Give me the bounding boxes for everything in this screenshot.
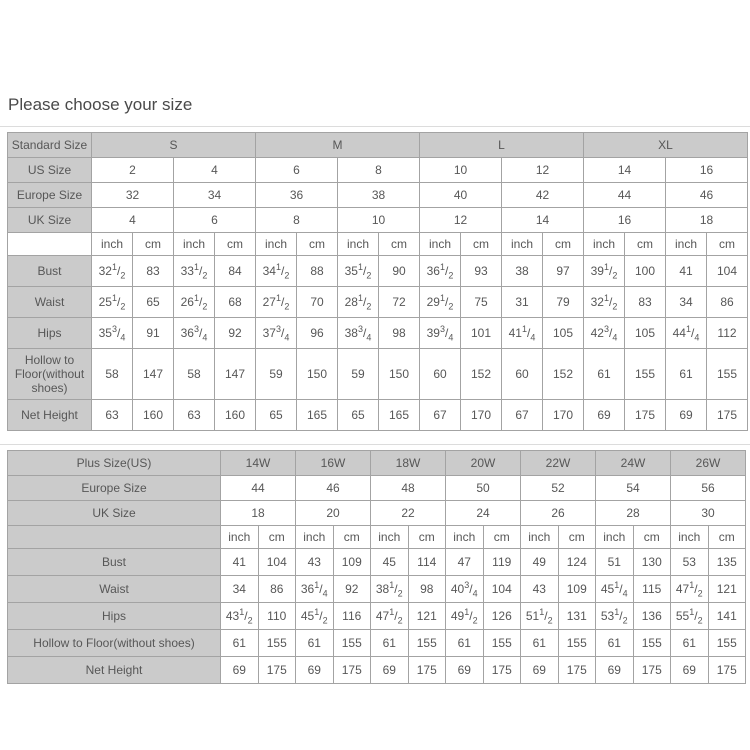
measure-value-cell: 86 — [258, 576, 296, 603]
unit-cell: inch — [596, 526, 634, 549]
measure-value-cell: 34 — [221, 576, 259, 603]
measure-value-cell: $51^1/_2$ — [521, 603, 559, 630]
measure-value-cell: $41^1/_4$ — [502, 318, 543, 349]
measure-value-cell: 65 — [256, 400, 297, 431]
unit-cell: cm — [707, 233, 748, 256]
measure-value-cell: 69 — [296, 657, 334, 684]
group-header-cell: 26W — [671, 451, 746, 476]
measure-value-cell: 91 — [133, 318, 174, 349]
measure-value-cell: 175 — [707, 400, 748, 431]
measure-row — [8, 603, 746, 630]
measure-value-cell: 70 — [297, 287, 338, 318]
size-value-cell: 22 — [371, 501, 446, 526]
unit-cell: inch — [256, 233, 297, 256]
measure-value-cell: 112 — [707, 318, 748, 349]
measure-value-cell: 104 — [258, 549, 296, 576]
size-value-cell: 46 — [666, 183, 748, 208]
measure-value-cell: 121 — [708, 576, 746, 603]
measure-value-cell: 92 — [333, 576, 371, 603]
unit-cell: inch — [92, 233, 133, 256]
measure-value-cell: $47^1/_2$ — [371, 603, 409, 630]
measure-value-cell: 69 — [446, 657, 484, 684]
measure-value-cell: $43^1/_2$ — [221, 603, 259, 630]
measure-value-cell: 175 — [633, 657, 671, 684]
group-header-cell: L — [420, 133, 584, 158]
row-label-cell: Hips — [8, 318, 92, 349]
measure-value-cell: $27^1/_2$ — [256, 287, 297, 318]
measure-value-cell: 114 — [408, 549, 446, 576]
measure-value-cell: $40^3/_4$ — [446, 576, 484, 603]
measure-value-cell: 124 — [558, 549, 596, 576]
measure-value-cell: 67 — [420, 400, 461, 431]
measure-value-cell: $33^1/_2$ — [174, 256, 215, 287]
unit-corner-cell — [8, 526, 221, 549]
measure-value-cell: 79 — [543, 287, 584, 318]
measure-value-cell: 61 — [666, 349, 707, 400]
measure-value-cell: 43 — [521, 576, 559, 603]
measure-value-cell: $29^1/_2$ — [420, 287, 461, 318]
measure-value-cell: 105 — [625, 318, 666, 349]
row-label-cell: UK Size — [8, 501, 221, 526]
measure-row — [8, 287, 748, 318]
size-value-cell: 40 — [420, 183, 502, 208]
measure-value-cell: $39^1/_2$ — [584, 256, 625, 287]
unit-cell: cm — [258, 526, 296, 549]
row-label-cell: UK Size — [8, 208, 92, 233]
unit-row — [8, 526, 746, 549]
measure-value-cell: $34^1/_2$ — [256, 256, 297, 287]
measure-value-cell: $25^1/_2$ — [92, 287, 133, 318]
measure-value-cell: $36^1/_4$ — [296, 576, 334, 603]
size-value-cell: 34 — [174, 183, 256, 208]
measure-value-cell: 126 — [483, 603, 521, 630]
measure-value-cell: 69 — [221, 657, 259, 684]
measure-value-cell: $53^1/_2$ — [596, 603, 634, 630]
measure-value-cell: 63 — [92, 400, 133, 431]
size-value-cell: 18 — [221, 501, 296, 526]
unit-cell: cm — [625, 233, 666, 256]
group-header-row — [8, 451, 746, 476]
measure-value-cell: 136 — [633, 603, 671, 630]
size-value-cell: 4 — [174, 158, 256, 183]
measure-row — [8, 318, 748, 349]
measure-value-cell: 59 — [338, 349, 379, 400]
measure-value-cell: 69 — [521, 657, 559, 684]
measure-value-cell: 160 — [215, 400, 256, 431]
size-value-cell: 16 — [584, 208, 666, 233]
measure-value-cell: 65 — [338, 400, 379, 431]
measure-value-cell: 58 — [92, 349, 133, 400]
measure-value-cell: 155 — [408, 630, 446, 657]
measure-value-cell: $37^3/_4$ — [256, 318, 297, 349]
unit-cell: inch — [521, 526, 559, 549]
measure-value-cell: 131 — [558, 603, 596, 630]
measure-value-cell: 53 — [671, 549, 709, 576]
measure-value-cell: 175 — [625, 400, 666, 431]
measure-value-cell: 97 — [543, 256, 584, 287]
measure-value-cell: 45 — [371, 549, 409, 576]
measure-value-cell: 72 — [379, 287, 420, 318]
row-label-cell: Waist — [8, 576, 221, 603]
unit-cell: cm — [379, 233, 420, 256]
measure-value-cell: 98 — [408, 576, 446, 603]
measure-value-cell: 155 — [483, 630, 521, 657]
measure-value-cell: 155 — [633, 630, 671, 657]
size-value-cell: 10 — [420, 158, 502, 183]
size-row — [8, 158, 748, 183]
corner-label-cell: Plus Size(US) — [8, 451, 221, 476]
row-label-cell: Waist — [8, 287, 92, 318]
measure-value-cell: 59 — [256, 349, 297, 400]
divider-middle — [0, 444, 750, 445]
measure-value-cell: 61 — [296, 630, 334, 657]
unit-cell: cm — [708, 526, 746, 549]
measure-value-cell: 61 — [446, 630, 484, 657]
size-value-cell: 54 — [596, 476, 671, 501]
measure-value-cell: 49 — [521, 549, 559, 576]
size-value-cell: 44 — [221, 476, 296, 501]
measure-value-cell: 58 — [174, 349, 215, 400]
measure-value-cell: 61 — [596, 630, 634, 657]
measure-value-cell: 175 — [708, 657, 746, 684]
size-value-cell: 30 — [671, 501, 746, 526]
measure-row — [8, 630, 746, 657]
corner-label-cell: Standard Size — [8, 133, 92, 158]
size-value-cell: 20 — [296, 501, 371, 526]
unit-cell: inch — [502, 233, 543, 256]
size-value-cell: 12 — [420, 208, 502, 233]
measure-value-cell: 175 — [483, 657, 521, 684]
measure-value-cell: 61 — [521, 630, 559, 657]
measure-value-cell: 170 — [543, 400, 584, 431]
size-value-cell: 14 — [502, 208, 584, 233]
unit-corner-cell — [8, 233, 92, 256]
measure-value-cell: 109 — [333, 549, 371, 576]
measure-value-cell: 155 — [708, 630, 746, 657]
row-label-cell: Hollow to Floor(without shoes) — [8, 349, 92, 400]
unit-cell: cm — [408, 526, 446, 549]
size-value-cell: 42 — [502, 183, 584, 208]
measure-value-cell: 83 — [625, 287, 666, 318]
measure-value-cell: 43 — [296, 549, 334, 576]
size-row — [8, 183, 748, 208]
measure-value-cell: 175 — [558, 657, 596, 684]
size-value-cell: 18 — [666, 208, 748, 233]
measure-value-cell: $28^1/_2$ — [338, 287, 379, 318]
measure-value-cell: 147 — [215, 349, 256, 400]
measure-value-cell: 155 — [258, 630, 296, 657]
measure-value-cell: 150 — [379, 349, 420, 400]
plus-size-table — [7, 450, 746, 684]
measure-value-cell: 155 — [558, 630, 596, 657]
row-label-cell: Europe Size — [8, 476, 221, 501]
measure-value-cell: 110 — [258, 603, 296, 630]
size-value-cell: 8 — [256, 208, 338, 233]
measure-value-cell: 61 — [221, 630, 259, 657]
measure-value-cell: 135 — [708, 549, 746, 576]
measure-value-cell: 38 — [502, 256, 543, 287]
measure-value-cell: 41 — [221, 549, 259, 576]
group-header-cell: M — [256, 133, 420, 158]
measure-value-cell: 61 — [371, 630, 409, 657]
measure-value-cell: $45^1/_4$ — [596, 576, 634, 603]
measure-value-cell: 175 — [258, 657, 296, 684]
size-value-cell: 8 — [338, 158, 420, 183]
unit-cell: inch — [666, 233, 707, 256]
row-label-cell: US Size — [8, 158, 92, 183]
measure-value-cell: $26^1/_2$ — [174, 287, 215, 318]
page-title: Please choose your size — [8, 95, 193, 114]
measure-value-cell: $45^1/_2$ — [296, 603, 334, 630]
measure-value-cell: 61 — [671, 630, 709, 657]
size-value-cell: 4 — [92, 208, 174, 233]
measure-value-cell: 155 — [707, 349, 748, 400]
measure-value-cell: 119 — [483, 549, 521, 576]
measure-value-cell: $36^3/_4$ — [174, 318, 215, 349]
standard-size-table — [7, 132, 748, 431]
measure-value-cell: 116 — [333, 603, 371, 630]
measure-row — [8, 256, 748, 287]
measure-value-cell: $55^1/_2$ — [671, 603, 709, 630]
group-header-cell: 22W — [521, 451, 596, 476]
measure-value-cell: 115 — [633, 576, 671, 603]
unit-cell: inch — [371, 526, 409, 549]
unit-cell: inch — [221, 526, 259, 549]
measure-value-cell: 175 — [333, 657, 371, 684]
size-value-cell: 38 — [338, 183, 420, 208]
size-value-cell: 24 — [446, 501, 521, 526]
measure-value-cell: 152 — [543, 349, 584, 400]
measure-value-cell: $39^3/_4$ — [420, 318, 461, 349]
measure-value-cell: 69 — [584, 400, 625, 431]
size-value-cell: 10 — [338, 208, 420, 233]
measure-value-cell: 34 — [666, 287, 707, 318]
measure-value-cell: 92 — [215, 318, 256, 349]
measure-value-cell: 41 — [666, 256, 707, 287]
measure-value-cell: 60 — [502, 349, 543, 400]
size-value-cell: 50 — [446, 476, 521, 501]
measure-value-cell: 69 — [666, 400, 707, 431]
group-header-cell: S — [92, 133, 256, 158]
unit-cell: cm — [297, 233, 338, 256]
unit-cell: cm — [461, 233, 502, 256]
measure-value-cell: $36^1/_2$ — [420, 256, 461, 287]
measure-value-cell: $32^1/_2$ — [92, 256, 133, 287]
row-label-cell: Hollow to Floor(without shoes) — [8, 630, 221, 657]
unit-row — [8, 233, 748, 256]
row-label-cell: Europe Size — [8, 183, 92, 208]
measure-value-cell: 101 — [461, 318, 502, 349]
group-header-cell: XL — [584, 133, 748, 158]
measure-row — [8, 549, 746, 576]
measure-value-cell: $38^3/_4$ — [338, 318, 379, 349]
group-header-cell: 20W — [446, 451, 521, 476]
measure-value-cell: 98 — [379, 318, 420, 349]
measure-value-cell: 63 — [174, 400, 215, 431]
divider-top — [0, 126, 750, 127]
measure-value-cell: $35^1/_2$ — [338, 256, 379, 287]
measure-value-cell: 96 — [297, 318, 338, 349]
measure-value-cell: 105 — [543, 318, 584, 349]
measure-value-cell: 83 — [133, 256, 174, 287]
measure-value-cell: 51 — [596, 549, 634, 576]
row-label-cell: Net Height — [8, 400, 92, 431]
measure-value-cell: 152 — [461, 349, 502, 400]
measure-value-cell: 104 — [707, 256, 748, 287]
measure-row — [8, 657, 746, 684]
measure-value-cell: 155 — [333, 630, 371, 657]
measure-value-cell: 109 — [558, 576, 596, 603]
size-value-cell: 36 — [256, 183, 338, 208]
measure-value-cell: $35^3/_4$ — [92, 318, 133, 349]
size-value-cell: 44 — [584, 183, 666, 208]
unit-cell: cm — [215, 233, 256, 256]
measure-value-cell: 160 — [133, 400, 174, 431]
measure-row — [8, 576, 746, 603]
unit-cell: cm — [543, 233, 584, 256]
measure-value-cell: 69 — [596, 657, 634, 684]
size-value-cell: 6 — [256, 158, 338, 183]
measure-row — [8, 349, 748, 400]
measure-value-cell: 31 — [502, 287, 543, 318]
measure-value-cell: 47 — [446, 549, 484, 576]
size-value-cell: 14 — [584, 158, 666, 183]
unit-cell: cm — [558, 526, 596, 549]
row-label-cell: Bust — [8, 256, 92, 287]
measure-value-cell: 69 — [371, 657, 409, 684]
measure-value-cell: 147 — [133, 349, 174, 400]
measure-value-cell: 69 — [671, 657, 709, 684]
size-value-cell: 46 — [296, 476, 371, 501]
size-value-cell: 56 — [671, 476, 746, 501]
size-value-cell: 16 — [666, 158, 748, 183]
measure-value-cell: 121 — [408, 603, 446, 630]
group-header-cell: 14W — [221, 451, 296, 476]
measure-value-cell: 155 — [625, 349, 666, 400]
measure-value-cell: 88 — [297, 256, 338, 287]
measure-value-cell: 93 — [461, 256, 502, 287]
measure-value-cell: 150 — [297, 349, 338, 400]
unit-cell: cm — [483, 526, 521, 549]
size-value-cell: 32 — [92, 183, 174, 208]
size-value-cell: 52 — [521, 476, 596, 501]
measure-value-cell: $49^1/_2$ — [446, 603, 484, 630]
size-value-cell: 48 — [371, 476, 446, 501]
measure-value-cell: 75 — [461, 287, 502, 318]
unit-cell: cm — [633, 526, 671, 549]
measure-value-cell: 141 — [708, 603, 746, 630]
measure-value-cell: 130 — [633, 549, 671, 576]
measure-value-cell: $42^3/_4$ — [584, 318, 625, 349]
measure-value-cell: 60 — [420, 349, 461, 400]
measure-row — [8, 400, 748, 431]
group-header-cell: 24W — [596, 451, 671, 476]
measure-value-cell: 61 — [584, 349, 625, 400]
measure-value-cell: $38^1/_2$ — [371, 576, 409, 603]
measure-value-cell: $32^1/_2$ — [584, 287, 625, 318]
size-value-cell: 6 — [174, 208, 256, 233]
measure-value-cell: 165 — [297, 400, 338, 431]
unit-cell: inch — [296, 526, 334, 549]
unit-cell: inch — [420, 233, 461, 256]
unit-cell: inch — [584, 233, 625, 256]
size-value-cell: 12 — [502, 158, 584, 183]
size-row — [8, 208, 748, 233]
measure-value-cell: 86 — [707, 287, 748, 318]
measure-value-cell: $44^1/_4$ — [666, 318, 707, 349]
size-value-cell: 2 — [92, 158, 174, 183]
size-row — [8, 476, 746, 501]
measure-value-cell: 170 — [461, 400, 502, 431]
group-header-cell: 18W — [371, 451, 446, 476]
measure-value-cell: 84 — [215, 256, 256, 287]
measure-value-cell: $47^1/_2$ — [671, 576, 709, 603]
unit-cell: inch — [174, 233, 215, 256]
measure-value-cell: 90 — [379, 256, 420, 287]
row-label-cell: Hips — [8, 603, 221, 630]
unit-cell: inch — [671, 526, 709, 549]
group-header-row — [8, 133, 748, 158]
unit-cell: inch — [338, 233, 379, 256]
row-label-cell: Bust — [8, 549, 221, 576]
size-row — [8, 501, 746, 526]
measure-value-cell: 165 — [379, 400, 420, 431]
size-value-cell: 26 — [521, 501, 596, 526]
measure-value-cell: 65 — [133, 287, 174, 318]
measure-value-cell: 67 — [502, 400, 543, 431]
group-header-cell: 16W — [296, 451, 371, 476]
row-label-cell: Net Height — [8, 657, 221, 684]
unit-cell: cm — [333, 526, 371, 549]
measure-value-cell: 175 — [408, 657, 446, 684]
measure-value-cell: 68 — [215, 287, 256, 318]
measure-value-cell: 100 — [625, 256, 666, 287]
size-value-cell: 28 — [596, 501, 671, 526]
unit-cell: cm — [133, 233, 174, 256]
measure-value-cell: 104 — [483, 576, 521, 603]
unit-cell: inch — [446, 526, 484, 549]
